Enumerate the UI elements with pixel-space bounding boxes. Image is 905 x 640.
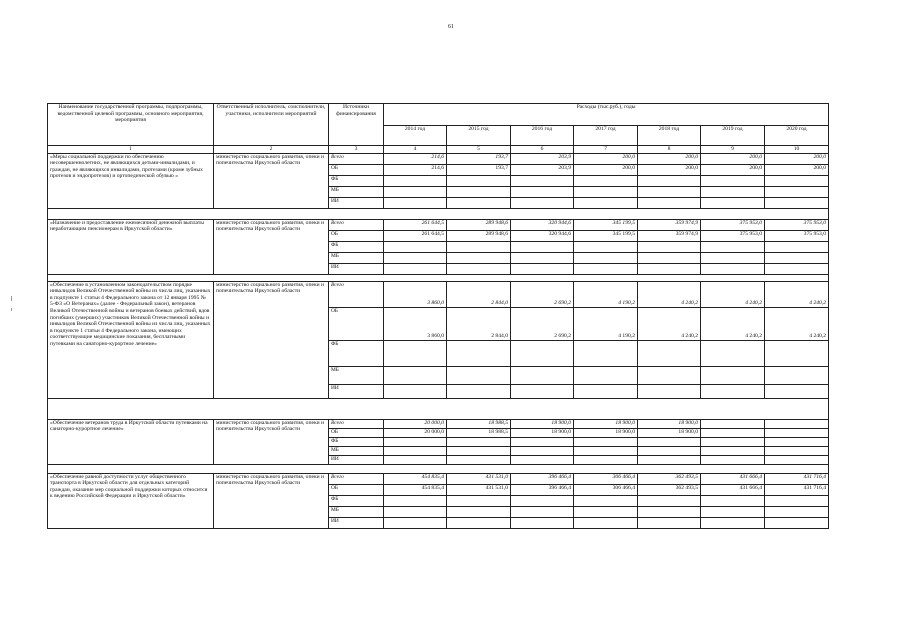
expense-value bbox=[638, 455, 701, 464]
expense-value bbox=[765, 340, 829, 366]
expense-value: 2 844,0 bbox=[447, 307, 511, 340]
expense-value bbox=[511, 263, 574, 274]
expense-value bbox=[574, 263, 638, 274]
funding-source: Всего bbox=[329, 219, 384, 230]
expense-value: 4 240,2 bbox=[701, 307, 765, 340]
expense-value bbox=[511, 517, 574, 528]
expense-value bbox=[765, 384, 829, 398]
expense-value bbox=[638, 506, 701, 517]
expense-value bbox=[765, 175, 829, 186]
header-executor: Ответственный исполнитель, соисполнители, участники, исполнители мероприятий bbox=[214, 104, 329, 146]
funding-source: МБ bbox=[329, 252, 384, 263]
funding-source: ИИ bbox=[329, 455, 384, 464]
funding-source: ИИ bbox=[329, 384, 384, 398]
expense-value: 431 716,4 bbox=[765, 484, 829, 495]
expense-value bbox=[574, 506, 638, 517]
column-number: 8 bbox=[638, 146, 701, 154]
expense-value: 345 199,5 bbox=[574, 219, 638, 230]
expense-value: 18 900,0 bbox=[511, 428, 574, 437]
expense-value bbox=[701, 186, 765, 197]
expense-value: 454 835,4 bbox=[384, 473, 447, 484]
expense-value: 4 190,2 bbox=[574, 307, 638, 340]
expense-value bbox=[447, 263, 511, 274]
expense-value bbox=[447, 455, 511, 464]
expense-value: 193,7 bbox=[447, 153, 511, 164]
funding-source: ИИ bbox=[329, 263, 384, 274]
expense-value bbox=[701, 446, 765, 455]
expense-value bbox=[384, 241, 447, 252]
expense-value bbox=[384, 446, 447, 455]
column-number: 1 bbox=[48, 146, 214, 154]
header-year: 2014 год bbox=[384, 126, 447, 146]
header-year: 2018 год bbox=[638, 126, 701, 146]
expense-value: 200,0 bbox=[638, 153, 701, 164]
expense-value bbox=[701, 263, 765, 274]
funding-source: МБ bbox=[329, 446, 384, 455]
header-year: 2016 год bbox=[511, 126, 574, 146]
expense-value: 20 000,0 bbox=[384, 428, 447, 437]
expense-value: 18 900,0 bbox=[638, 428, 701, 437]
funding-source: ОБ bbox=[329, 230, 384, 241]
expense-value: 214,6 bbox=[384, 153, 447, 164]
expense-value bbox=[447, 506, 511, 517]
expense-value: 4 240,2 bbox=[638, 281, 701, 307]
funding-source: ФБ bbox=[329, 495, 384, 506]
funding-source: ФБ bbox=[329, 241, 384, 252]
expense-value: 375 953,0 bbox=[765, 230, 829, 241]
expense-value bbox=[765, 428, 829, 437]
table-row bbox=[48, 281, 829, 307]
expense-value bbox=[574, 340, 638, 366]
expense-value bbox=[384, 517, 447, 528]
expense-value bbox=[701, 340, 765, 366]
expense-value bbox=[765, 446, 829, 455]
expense-value: 362 493,5 bbox=[638, 484, 701, 495]
funding-source: ФБ bbox=[329, 340, 384, 366]
funding-source: ФБ bbox=[329, 437, 384, 446]
expense-value bbox=[511, 175, 574, 186]
expense-value bbox=[447, 384, 511, 398]
header-year: 2020 год bbox=[765, 126, 829, 146]
expense-value bbox=[384, 506, 447, 517]
expense-value: 18 900,0 bbox=[574, 428, 638, 437]
expense-value bbox=[447, 495, 511, 506]
expense-value: 4 240,2 bbox=[701, 281, 765, 307]
expense-value bbox=[574, 446, 638, 455]
funding-source: ИИ bbox=[329, 197, 384, 208]
expense-value: 320 944,6 bbox=[511, 219, 574, 230]
expense-value: 18 900,0 bbox=[511, 419, 574, 428]
expense-value bbox=[384, 455, 447, 464]
expense-value bbox=[701, 419, 765, 428]
expense-value bbox=[638, 263, 701, 274]
expense-value bbox=[765, 517, 829, 528]
expense-value bbox=[384, 366, 447, 384]
expense-value bbox=[765, 197, 829, 208]
funding-source: МБ bbox=[329, 186, 384, 197]
expense-value bbox=[765, 495, 829, 506]
expense-value bbox=[511, 241, 574, 252]
expense-value bbox=[765, 263, 829, 274]
spacer-row bbox=[48, 464, 829, 473]
expense-value bbox=[447, 186, 511, 197]
expense-value: 375 953,0 bbox=[765, 219, 829, 230]
header-expenses: Расходы (тыс.руб.), годы bbox=[384, 104, 829, 126]
expense-value: 396 466,4 bbox=[511, 473, 574, 484]
expense-value: 359 974,9 bbox=[638, 219, 701, 230]
expense-value bbox=[447, 241, 511, 252]
expense-value bbox=[701, 197, 765, 208]
expense-value bbox=[701, 366, 765, 384]
expense-value bbox=[511, 186, 574, 197]
expense-value: 306 466,4 bbox=[574, 473, 638, 484]
funding-source: ОБ bbox=[329, 484, 384, 495]
header-year: 2015 год bbox=[447, 126, 511, 146]
expense-value bbox=[447, 340, 511, 366]
header-source: Источники финансирования bbox=[329, 104, 384, 146]
expense-value bbox=[765, 186, 829, 197]
expense-value bbox=[638, 517, 701, 528]
expense-value: 431 666,4 bbox=[701, 484, 765, 495]
expense-value bbox=[701, 437, 765, 446]
funding-source: Всего bbox=[329, 419, 384, 428]
expense-value bbox=[574, 252, 638, 263]
expense-value: 4 240,2 bbox=[765, 307, 829, 340]
expense-value bbox=[638, 186, 701, 197]
expense-value bbox=[574, 241, 638, 252]
expense-value bbox=[384, 340, 447, 366]
expense-value: 4 240,2 bbox=[765, 281, 829, 307]
expense-value: 431 531,0 bbox=[447, 473, 511, 484]
expense-value bbox=[447, 437, 511, 446]
event-name: «Обеспечение равной доступности услуг общественного транспорта в Иркутской области для отдельных категорий граждан, оказание мер социальной поддержки которых относится к ведению Российской Федерации и Иркутской области» bbox=[48, 473, 214, 528]
expense-value: 320 944,6 bbox=[511, 230, 574, 241]
expense-value bbox=[638, 384, 701, 398]
table-row bbox=[48, 419, 829, 428]
column-number: 5 bbox=[447, 146, 511, 154]
expense-value: 396 466,4 bbox=[511, 484, 574, 495]
expense-value bbox=[638, 446, 701, 455]
expense-value bbox=[511, 252, 574, 263]
scan-artifact bbox=[11, 308, 12, 311]
expense-value: 200,0 bbox=[701, 164, 765, 175]
expense-value bbox=[574, 175, 638, 186]
expense-value bbox=[511, 437, 574, 446]
header-year: 2017 год bbox=[574, 126, 638, 146]
funding-source: Всего bbox=[329, 281, 384, 307]
table-row bbox=[48, 153, 829, 164]
expense-value bbox=[384, 495, 447, 506]
expense-value: 289 948,6 bbox=[447, 219, 511, 230]
expense-value bbox=[511, 197, 574, 208]
expense-value bbox=[638, 252, 701, 263]
column-number: 3 bbox=[329, 146, 384, 154]
expense-value bbox=[511, 384, 574, 398]
expense-value: 18 988,5 bbox=[447, 419, 511, 428]
expense-value bbox=[447, 366, 511, 384]
expense-value: 200,0 bbox=[765, 153, 829, 164]
budget-table bbox=[47, 103, 829, 529]
expense-value: 375 953,0 bbox=[701, 219, 765, 230]
expense-value bbox=[638, 366, 701, 384]
expense-value bbox=[511, 495, 574, 506]
expense-value bbox=[574, 197, 638, 208]
expense-value: 375 953,0 bbox=[701, 230, 765, 241]
expense-value bbox=[384, 263, 447, 274]
funding-source: ОБ bbox=[329, 428, 384, 437]
expense-value bbox=[447, 252, 511, 263]
table-row bbox=[48, 473, 829, 484]
header-name: Наименование государственной программы, подпрограммы, ведомственной целевой программы, основного мероприятия, мероприятия bbox=[48, 104, 214, 146]
expense-value bbox=[447, 517, 511, 528]
expense-value: 18 900,0 bbox=[574, 419, 638, 428]
expense-value bbox=[638, 175, 701, 186]
column-number: 10 bbox=[765, 146, 829, 154]
expense-value: 261 644,5 bbox=[384, 230, 447, 241]
expense-value: 214,6 bbox=[384, 164, 447, 175]
expense-value: 261 644,5 bbox=[384, 219, 447, 230]
expense-value bbox=[511, 366, 574, 384]
expense-value bbox=[574, 384, 638, 398]
expense-value bbox=[701, 517, 765, 528]
column-number: 6 bbox=[511, 146, 574, 154]
expense-value: 2 690,2 bbox=[511, 281, 574, 307]
expense-value bbox=[701, 455, 765, 464]
expense-value bbox=[638, 197, 701, 208]
expense-value bbox=[447, 446, 511, 455]
expense-value: 362 493,5 bbox=[638, 473, 701, 484]
expense-value: 359 974,9 bbox=[638, 230, 701, 241]
expense-value bbox=[384, 175, 447, 186]
expense-value bbox=[701, 384, 765, 398]
expense-value bbox=[511, 506, 574, 517]
expense-value bbox=[384, 437, 447, 446]
expense-value bbox=[511, 446, 574, 455]
expense-value bbox=[574, 517, 638, 528]
page-number: 61 bbox=[448, 24, 454, 30]
expense-value: 2 690,2 bbox=[511, 307, 574, 340]
funding-source: МБ bbox=[329, 366, 384, 384]
expense-value: 18 988,5 bbox=[447, 428, 511, 437]
expense-value bbox=[765, 506, 829, 517]
expense-value bbox=[574, 495, 638, 506]
expense-value: 3 860,0 bbox=[384, 281, 447, 307]
expense-value bbox=[765, 419, 829, 428]
scan-artifact bbox=[11, 296, 12, 301]
expense-value bbox=[447, 175, 511, 186]
expense-value: 203,9 bbox=[511, 164, 574, 175]
expense-value bbox=[638, 241, 701, 252]
expense-value: 431 531,0 bbox=[447, 484, 511, 495]
table-row bbox=[48, 219, 829, 230]
expense-value bbox=[701, 495, 765, 506]
expense-value: 431 666,4 bbox=[701, 473, 765, 484]
expense-value: 2 844,0 bbox=[447, 281, 511, 307]
event-executor: министерство социального развития, опеки и попечительства Иркутской области bbox=[214, 153, 329, 208]
expense-value: 193,7 bbox=[447, 164, 511, 175]
funding-source: ОБ bbox=[329, 164, 384, 175]
event-name: «Назначение и предоставление ежемесячной денежной выплаты неработающим пенсионерам в Иркутской области» bbox=[48, 219, 214, 274]
column-number: 2 bbox=[214, 146, 329, 154]
expense-value: 345 199,5 bbox=[574, 230, 638, 241]
funding-source: Всего bbox=[329, 153, 384, 164]
expense-value bbox=[574, 366, 638, 384]
expense-value: 20 000,0 bbox=[384, 419, 447, 428]
funding-source: ИИ bbox=[329, 517, 384, 528]
expense-value bbox=[765, 366, 829, 384]
expense-value bbox=[701, 252, 765, 263]
expense-value bbox=[765, 252, 829, 263]
funding-source: ОБ bbox=[329, 307, 384, 340]
event-executor: министерство социального развития, опеки и попечительства Иркутской области bbox=[214, 219, 329, 274]
expense-value: 200,0 bbox=[701, 153, 765, 164]
expense-value bbox=[638, 437, 701, 446]
expense-value bbox=[574, 455, 638, 464]
column-number: 9 bbox=[701, 146, 765, 154]
expense-value bbox=[701, 175, 765, 186]
expense-value bbox=[765, 241, 829, 252]
expense-value bbox=[384, 186, 447, 197]
column-number: 7 bbox=[574, 146, 638, 154]
expense-value: 431 716,4 bbox=[765, 473, 829, 484]
event-name: «Обеспечение в установленном законодательством порядке инвалидов Великой Отечественной войны из числа лиц, указанных в подпункте 1 статьи 4 Федерального закона от 12 января 1995 № 5-ФЗ «О Ветеранах» (далее - Федеральный закон), ветеранов Великой Отечественной войны и ветеранов боевых действий, вдов погибших (умерших) участников Великой Отечественной войны и инвалидов Великой Отечественной войны из числа лиц, указанных в подпункте 1 статьи 4 Федерального закона, имеющих соответствующие медицинские показания, бесплатными путевками на санаторно-курортное лечение» bbox=[48, 281, 214, 398]
expense-value: 18 900,0 bbox=[638, 419, 701, 428]
expense-value bbox=[511, 340, 574, 366]
header-year: 2019 год bbox=[701, 126, 765, 146]
column-number: 4 bbox=[384, 146, 447, 154]
funding-source: МБ bbox=[329, 506, 384, 517]
event-name: «Обеспечение ветеранов труда в Иркутской области путевками на санаторно-курортное лечение» bbox=[48, 419, 214, 464]
spacer-row bbox=[48, 274, 829, 281]
expense-value: 454 835,4 bbox=[384, 484, 447, 495]
event-executor: министерство социального развития, опеки и попечительства Иркутской области bbox=[214, 473, 329, 528]
expense-value bbox=[574, 186, 638, 197]
expense-value bbox=[574, 437, 638, 446]
funding-source: ФБ bbox=[329, 175, 384, 186]
expense-value bbox=[384, 384, 447, 398]
event-name: «Меры социальной поддержки по обеспечению несовершеннолетних, не являющихся детьми-инвалидами, и граждан, не являющихся инвалидами, протезами (кроме зубных протезов и эндопротезов) и ортопедической обувью » bbox=[48, 153, 214, 208]
expense-value bbox=[638, 340, 701, 366]
event-executor: министерство социального развития, опеки и попечительства Иркутской области bbox=[214, 281, 329, 398]
expense-value bbox=[765, 455, 829, 464]
expense-value: 203,9 bbox=[511, 153, 574, 164]
expense-value bbox=[447, 197, 511, 208]
funding-source: Всего bbox=[329, 473, 384, 484]
expense-value bbox=[701, 506, 765, 517]
expense-value: 289 948,6 bbox=[447, 230, 511, 241]
expense-value bbox=[638, 495, 701, 506]
expense-value: 200,0 bbox=[574, 153, 638, 164]
expense-value: 4 240,2 bbox=[638, 307, 701, 340]
expense-value: 200,0 bbox=[574, 164, 638, 175]
expense-value bbox=[511, 455, 574, 464]
expense-value: 200,0 bbox=[638, 164, 701, 175]
expense-value: 4 190,2 bbox=[574, 281, 638, 307]
expense-value: 3 860,0 bbox=[384, 307, 447, 340]
expense-value bbox=[765, 437, 829, 446]
spacer-row bbox=[48, 398, 829, 419]
expense-value bbox=[384, 252, 447, 263]
expense-value bbox=[701, 428, 765, 437]
expense-value: 200,0 bbox=[765, 164, 829, 175]
expense-value bbox=[384, 197, 447, 208]
event-executor: министерство социального развития, опеки и попечительства Иркутской области bbox=[214, 419, 329, 464]
expense-value: 306 466,4 bbox=[574, 484, 638, 495]
expense-value bbox=[701, 241, 765, 252]
spacer-row bbox=[48, 208, 829, 219]
